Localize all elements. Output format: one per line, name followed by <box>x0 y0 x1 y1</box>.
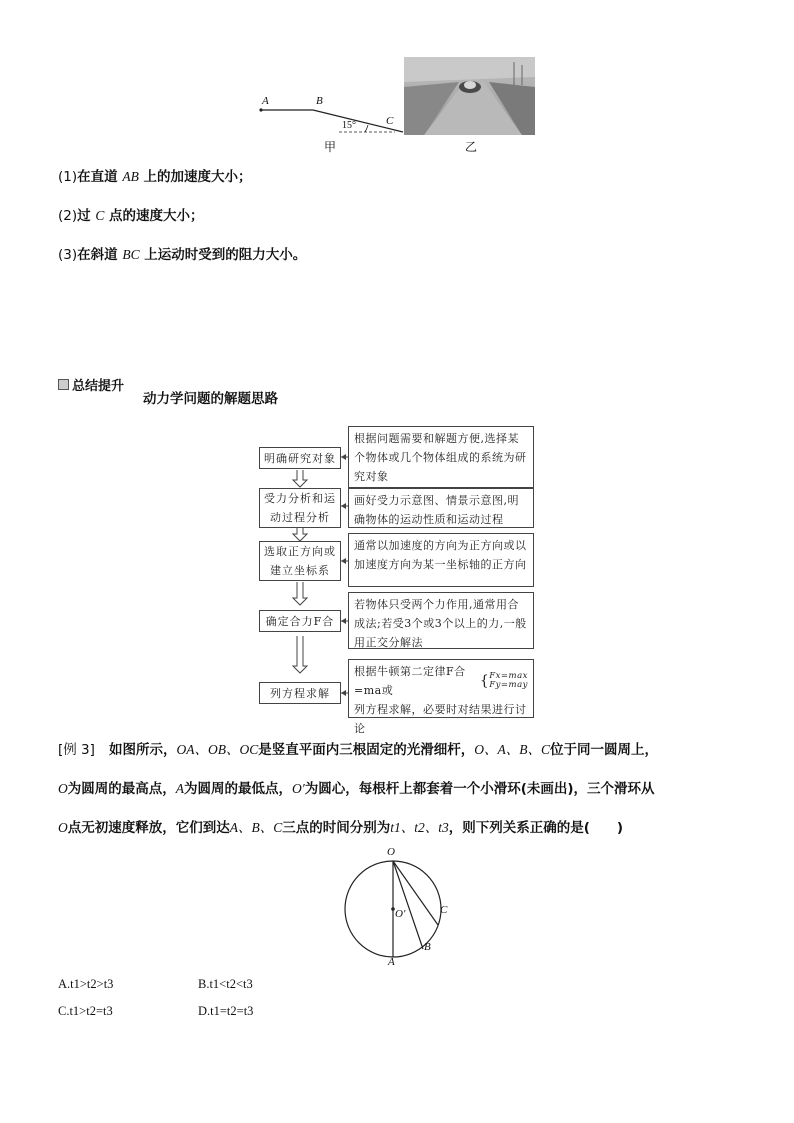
circle-label-oprime: O′ <box>395 908 406 920</box>
summary-icon <box>58 379 69 390</box>
caption-jia: 甲 <box>324 140 337 154</box>
label-a: A <box>262 95 269 107</box>
circle-label-o: O <box>387 846 395 858</box>
question-2: (2)过 C 点的速度大小； <box>58 208 204 224</box>
example-line-1: [例 3] 如图所示，OA、OB、OC是竖直平面内三根固定的光滑细杆，O、A、B、C位于同一圆周上， <box>58 742 659 758</box>
circle-label-b: B <box>424 941 431 953</box>
label-b: B <box>316 95 323 107</box>
flow-desc-5: 根据牛顿第二定律F合=ma或 { Fx=max Fy=may 列方程求解，必要时对结果进行讨论 <box>348 659 534 718</box>
circle-diagram <box>335 842 455 967</box>
flow-step-1: 明确研究对象 <box>259 447 341 469</box>
option-c[interactable]: C.t1>t2=t3 <box>58 1004 113 1018</box>
question-3: (3)在斜道 BC 上运动时受到的阻力大小。 <box>58 247 307 263</box>
summary-tag: 总结提升 <box>72 379 125 394</box>
flow-desc-4: 若物体只受两个力作用,通常用合成法;若受3个或3个以上的力,一般用正交分解法 <box>348 592 534 649</box>
summary-title: 动力学问题的解题思路 <box>143 391 278 407</box>
flow-step-3: 选取正方向或建立坐标系 <box>259 541 341 581</box>
flow-step-2: 受力分析和运动过程分析 <box>259 488 341 528</box>
flow-desc-2: 画好受力示意图、情景示意图,明确物体的运动性质和运动过程 <box>348 488 534 528</box>
flow-desc-3: 通常以加速度的方向为正方向或以加速度方向为某一坐标轴的正方向 <box>348 533 534 587</box>
caption-yi: 乙 <box>465 140 478 154</box>
example-line-3: O点无初速度释放，它们到达A、B、C三点的时间分别为t1、t2、t3，则下列关系正确的是( ) <box>58 820 624 836</box>
circle-label-a: A <box>388 956 395 968</box>
option-d[interactable]: D.t1=t2=t3 <box>198 1004 254 1018</box>
flow-desc-1: 根据问题需要和解题方便,选择某个物体或几个物体组成的系统为研究对象 <box>348 426 534 488</box>
question-1: (1)在直道 AB 上的加速度大小； <box>58 169 252 185</box>
track-photo <box>404 57 535 135</box>
option-b[interactable]: B.t1<t2<t3 <box>198 977 253 991</box>
example-line-2: O为圆周的最高点，A为圆周的最低点，O′为圆心，每根杆上都套着一个小滑环(未画出)，三个滑环从 <box>58 781 655 797</box>
flow-step-5: 列方程求解 <box>259 682 341 704</box>
option-a[interactable]: A.t1>t2>t3 <box>58 977 114 991</box>
label-c: C <box>386 115 394 127</box>
flow-step-4: 确定合力F合 <box>259 610 341 632</box>
angle-label: 15° <box>342 120 356 131</box>
circle-label-c: C <box>440 904 448 916</box>
